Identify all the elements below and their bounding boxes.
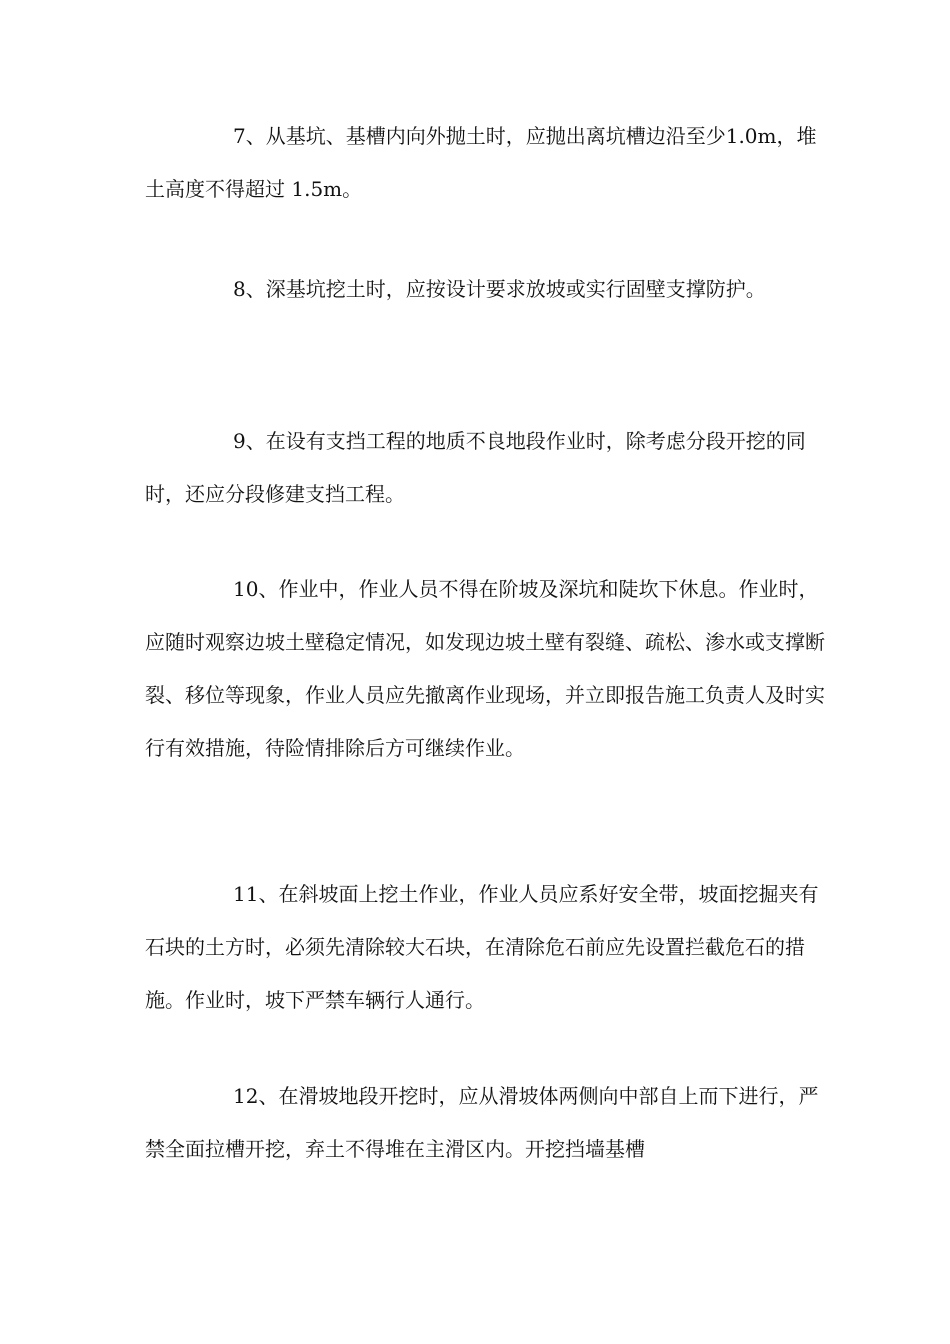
paragraph-item-8: 8、深基坑挖土时，应按设计要求放坡或实行固壁支撑防护。 (233, 277, 766, 301)
paragraph-item-11: 11、在斜坡面上挖土作业，作业人员应系好安全带，坡面挖掘夹有石块的土方时，必须先清除较大石块，在清除危石前应先设置拦截危石的措施。作业时，坡下严禁车辆行人通行。 (145, 882, 819, 1012)
paragraph-item-9: 9、在设有支挡工程的地质不良地段作业时，除考虑分段开挖的同时，还应分段修建支挡工程。 (145, 429, 806, 506)
paragraph-item-12: 12、在滑坡地段开挖时，应从滑坡体两侧向中部自上而下进行，严禁全面拉槽开挖，弃土不得堆在主滑区内。开挖挡墙基槽 (145, 1084, 819, 1161)
paragraph-item-7: 7、从基坑、基槽内向外抛土时，应抛出离坑槽边沿至少1.0m，堆土高度不得超过 1.5m。 (145, 124, 817, 201)
paragraph-item-10: 10、作业中，作业人员不得在阶坡及深坑和陡坎下休息。作业时，应随时观察边坡土壁稳定情况，如发现边坡土壁有裂缝、疏松、渗水或支撑断裂、移位等现象，作业人员应先撤离作业现场，并立即报告施工负责人及时实行有效措施，待险情排除后方可继续作业。 (145, 577, 825, 760)
